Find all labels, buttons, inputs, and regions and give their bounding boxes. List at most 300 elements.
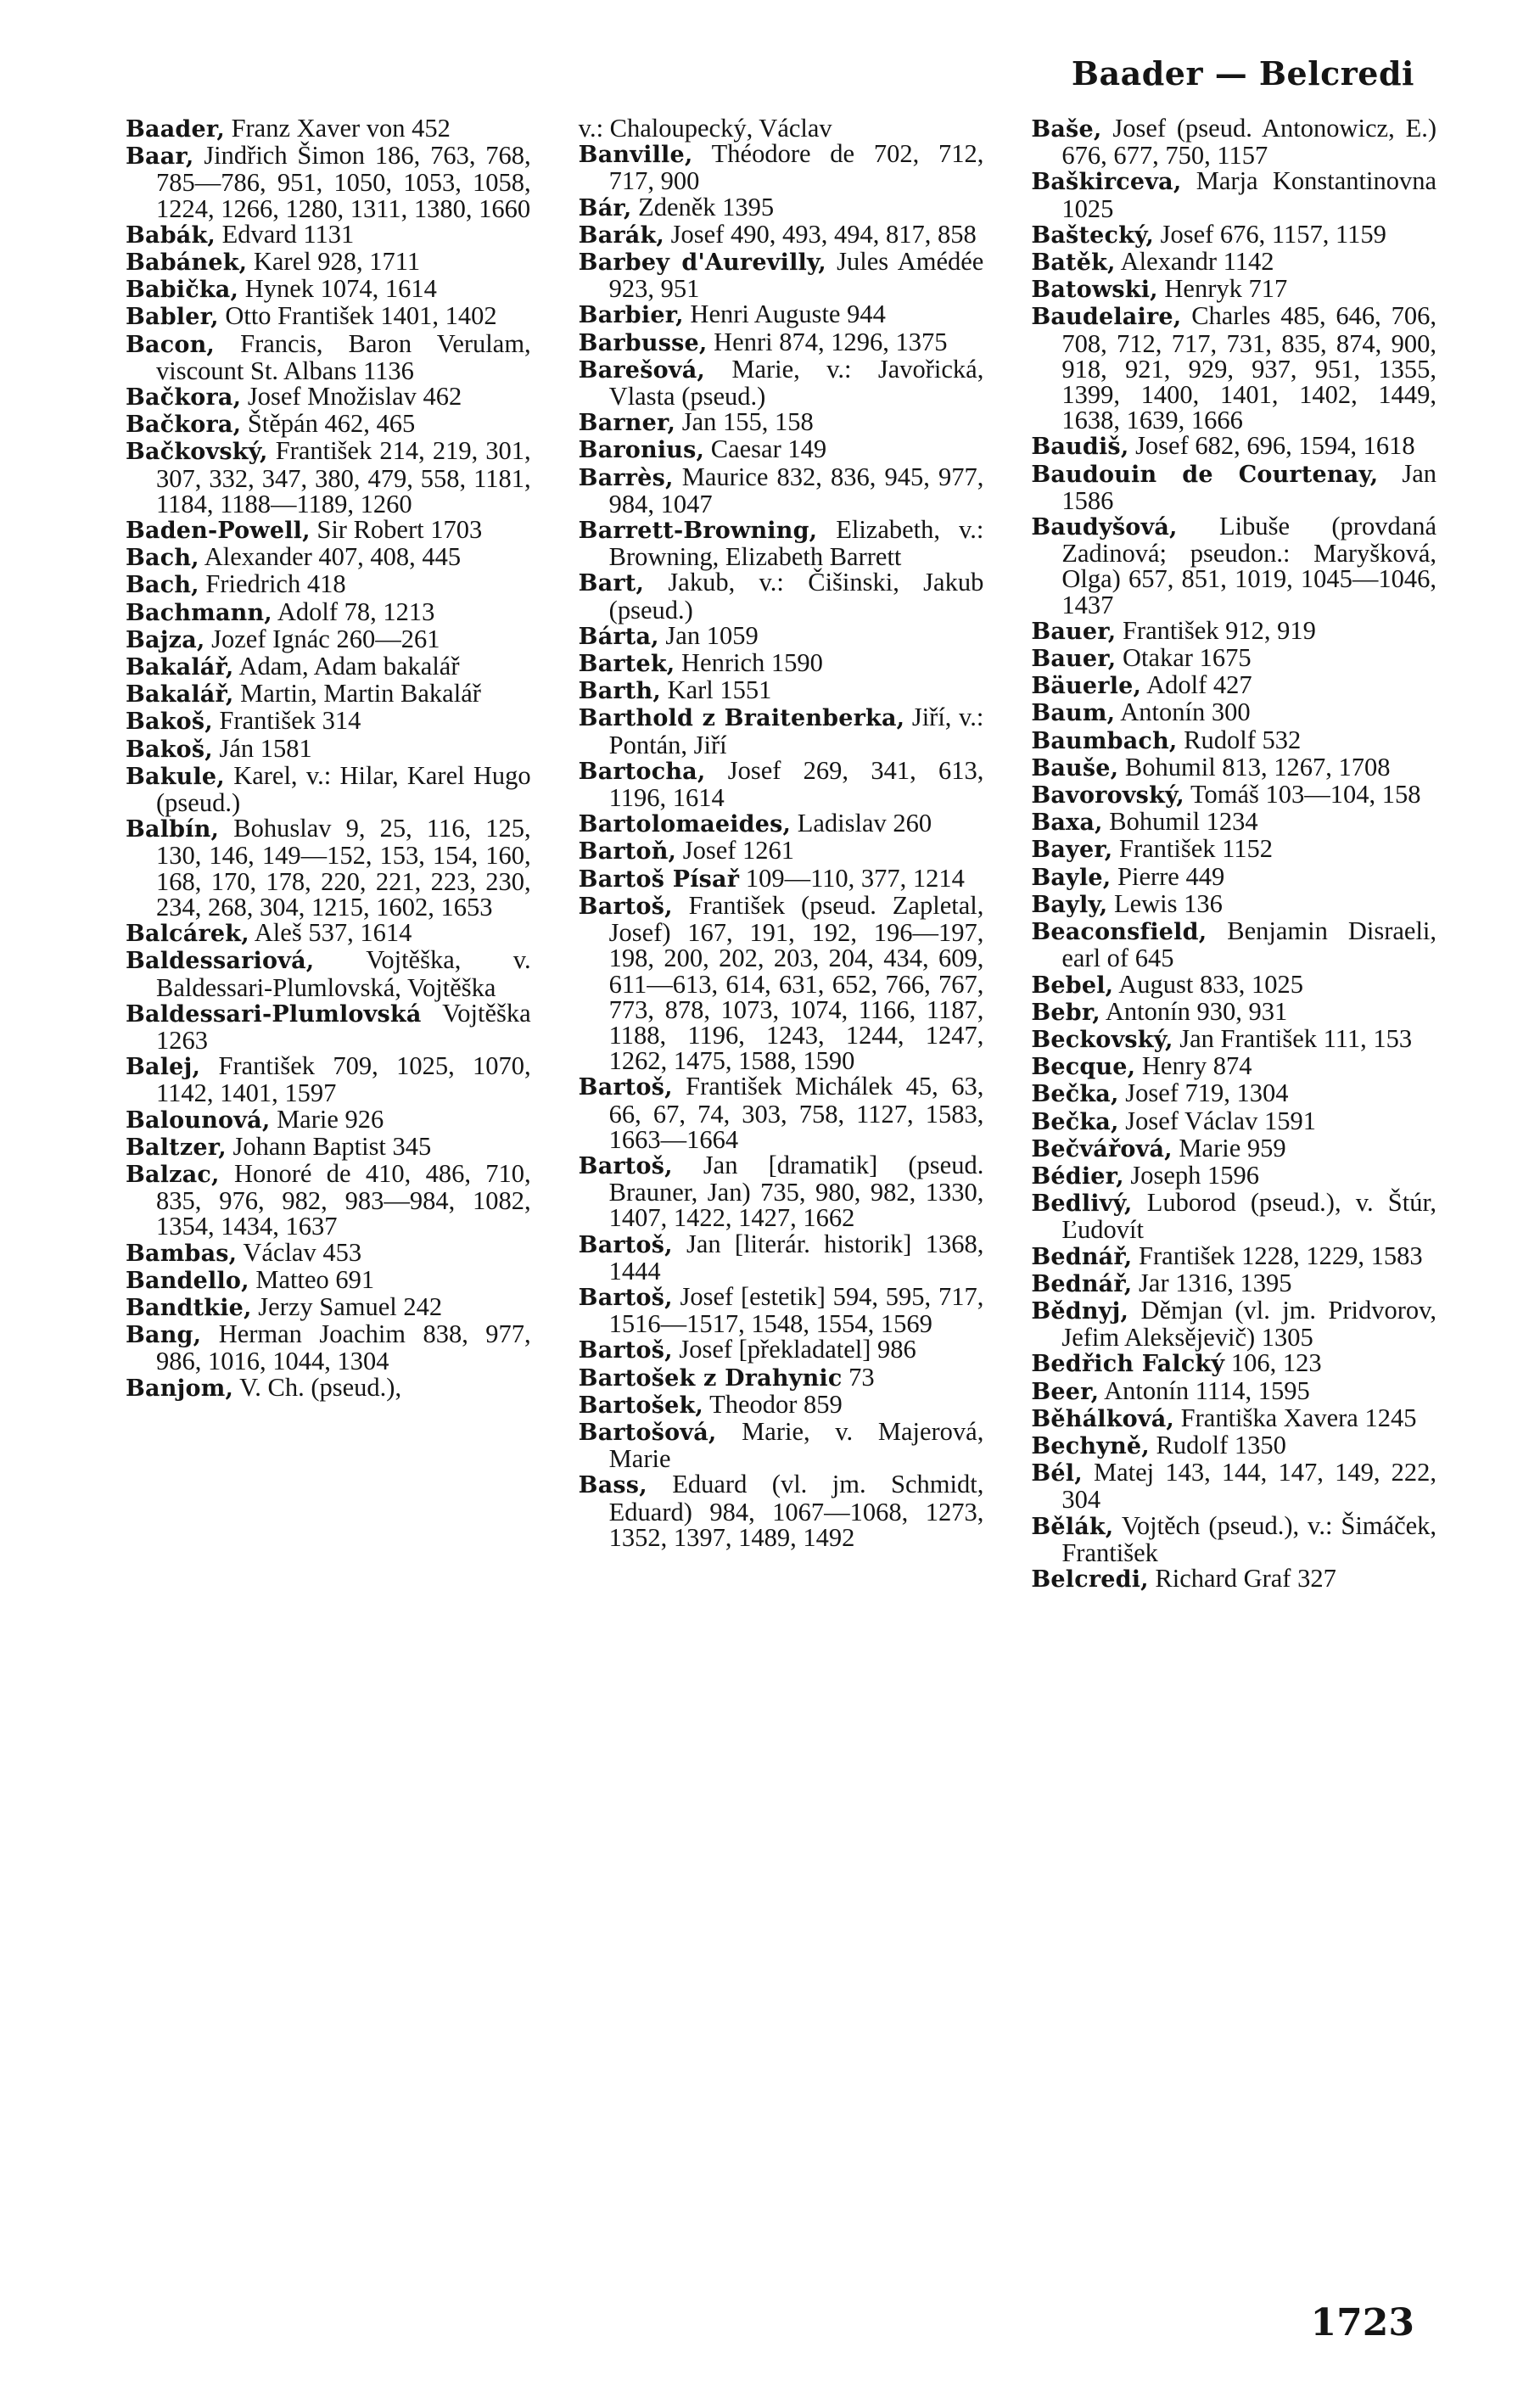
index-column-3 bbox=[1031, 115, 1436, 2288]
index-entry bbox=[126, 1291, 531, 1321]
entry-references: Děmjan (vl. jm. Pridvorov, Jefim Aleksějevič) 1305 bbox=[1061, 1295, 1437, 1353]
entry-headword: Bakoš, bbox=[126, 736, 213, 763]
entry-headword: Bartoš, bbox=[578, 1337, 673, 1364]
index-entry bbox=[126, 517, 531, 544]
index-entry bbox=[579, 301, 984, 328]
entry-references: Josef 682, 696, 1594, 1618 bbox=[1135, 431, 1415, 461]
entry-references: Martin, Martin Bakalář bbox=[240, 679, 481, 709]
entry-headword: Bačkovský, bbox=[126, 439, 268, 466]
entry-references: Josef 676, 1157, 1159 bbox=[1160, 219, 1386, 249]
index-entry bbox=[1031, 888, 1436, 918]
index-entry bbox=[579, 650, 984, 677]
entry-headword: Bečka, bbox=[1031, 1108, 1119, 1135]
entry-headword: Barbier, bbox=[578, 302, 684, 329]
index-entry bbox=[1031, 276, 1436, 303]
index-entry bbox=[1031, 1162, 1436, 1190]
entry-headword: Bedřich Falcký bbox=[1031, 1351, 1225, 1378]
index-entry bbox=[126, 1131, 531, 1161]
index-entry bbox=[1031, 433, 1436, 460]
entry-references: Štěpán 462, 465 bbox=[247, 409, 416, 439]
entry-headword: Bár, bbox=[578, 194, 632, 221]
index-entry bbox=[579, 1231, 984, 1284]
entry-headword: Bečka, bbox=[1031, 1081, 1119, 1108]
entry-references: Josef [estetik] 594, 595, 717, 1516—1517, 1548, 1554, 1569 bbox=[608, 1281, 984, 1339]
entry-headword: Bechyně, bbox=[1031, 1432, 1150, 1459]
running-head: Baader — Belcredi bbox=[1071, 54, 1414, 92]
entry-headword: Bart, bbox=[578, 570, 645, 597]
entry-headword: Bajza, bbox=[126, 626, 205, 653]
entry-references: Aleš 537, 1614 bbox=[254, 918, 412, 948]
entry-references: Luborod (pseud.), v. Štúr, Ľudovít bbox=[1061, 1188, 1437, 1245]
entry-headword: Baštecký, bbox=[1031, 221, 1154, 249]
index-entry bbox=[1031, 918, 1436, 971]
index-entry bbox=[1031, 1375, 1436, 1405]
index-column-2 bbox=[579, 115, 984, 2288]
entry-headword: Běhálková, bbox=[1031, 1405, 1175, 1432]
entry-headword: Bělák, bbox=[1031, 1513, 1114, 1540]
index-entry bbox=[126, 1264, 531, 1294]
entry-headword: Beckovský, bbox=[1031, 1026, 1173, 1053]
entry-references: Adolf 78, 1213 bbox=[277, 597, 435, 626]
entry-headword: Bedlivý, bbox=[1031, 1190, 1133, 1218]
index-entry bbox=[1031, 1270, 1436, 1297]
entry-references: Josef Václav 1591 bbox=[1125, 1106, 1316, 1135]
entry-references: Josef 269, 341, 613, 1196, 1614 bbox=[608, 755, 984, 813]
index-entry bbox=[579, 704, 984, 757]
entry-headword: Bach, bbox=[126, 572, 199, 599]
entry-references: Bohuslav 9, 25, 116, 125, 130, 146, 149—152, 153, 154, 160, 168, 170, 178, 220, 221, 223, 230, 234, 268, 304, 1215, 1602, 1653 bbox=[156, 814, 531, 921]
entry-references: Alexandr 1142 bbox=[1120, 247, 1274, 277]
entry-references: Tomáš 103—104, 158 bbox=[1190, 780, 1421, 809]
entry-headword: Barešová, bbox=[578, 356, 705, 384]
entry-references: Karel 928, 1711 bbox=[253, 247, 421, 277]
entry-headword: Bacon, bbox=[126, 331, 215, 358]
entry-references: August 833, 1025 bbox=[1118, 969, 1303, 999]
entry-references: Karel, v.: Hilar, Karel Hugo (pseud.) bbox=[156, 760, 531, 818]
entry-references: Théodore de 702, 712, 717, 900 bbox=[608, 139, 984, 196]
index-entry bbox=[126, 1158, 531, 1241]
entry-headword: Bebr, bbox=[1031, 999, 1100, 1026]
entry-headword: Bartocha, bbox=[578, 758, 706, 785]
entry-references: Josef (pseud. Antonowicz, E.) 676, 677, 750, 1157 bbox=[1061, 114, 1437, 171]
index-entry bbox=[126, 947, 531, 1000]
index-entry bbox=[126, 653, 531, 681]
entry-headword: Bartošek, bbox=[578, 1392, 703, 1419]
entry-references: Franz Xaver von 452 bbox=[231, 114, 451, 143]
entry-references: V. Ch. (pseud.), bbox=[239, 1372, 402, 1402]
entry-references: 109—110, 377, 1214 bbox=[745, 863, 965, 893]
entry-references: Zdeněk 1395 bbox=[638, 192, 775, 221]
entry-references: Libuše (provdaná Zadinová; pseudon.: Maryšková, Olga) 657, 851, 1019, 1045—1046, 1437 bbox=[1061, 512, 1437, 619]
entry-headword: Barner, bbox=[578, 410, 676, 437]
entry-headword: Bakalář, bbox=[126, 654, 234, 681]
entry-headword: Baronius, bbox=[578, 437, 705, 464]
entry-references: Jan František 111, 153 bbox=[1179, 1023, 1413, 1053]
entry-references: Lewis 136 bbox=[1113, 888, 1223, 918]
index-entry bbox=[578, 1389, 984, 1419]
entry-headword: Bambas, bbox=[126, 1240, 238, 1267]
index-entry bbox=[126, 1237, 531, 1267]
entry-references: Friedrich 418 bbox=[205, 569, 346, 599]
entry-references: František 214, 219, 301, 307, 332, 347, 380, 479, 558, 1181, 1184, 1188—1189, 1260 bbox=[156, 436, 531, 518]
entry-references: Elizabeth, v.: Browning, Elizabeth Barrett bbox=[608, 515, 984, 572]
index-entry bbox=[126, 571, 531, 598]
index-entry bbox=[126, 708, 531, 735]
index-entry bbox=[1031, 1188, 1437, 1245]
index-entry bbox=[579, 1336, 984, 1364]
entry-headword: Beer, bbox=[1031, 1378, 1100, 1405]
index-entry bbox=[1031, 615, 1436, 645]
index-entry bbox=[126, 1372, 531, 1402]
entry-references: Ján 1581 bbox=[219, 733, 312, 763]
index-entry bbox=[579, 221, 984, 249]
entry-references: Herman Joachim 838, 977, 986, 1016, 1044, 1304 bbox=[156, 1319, 531, 1376]
index-entry bbox=[579, 436, 984, 463]
entry-headword: Baudyšová, bbox=[1031, 514, 1178, 541]
entry-references: Jules Amédée 923, 951 bbox=[608, 247, 984, 304]
entry-references: František 314 bbox=[219, 706, 361, 736]
index-entry bbox=[1031, 303, 1436, 433]
index-entry bbox=[578, 568, 984, 625]
entry-headword: Banjom, bbox=[126, 1375, 234, 1402]
entry-headword: Bang, bbox=[126, 1322, 202, 1349]
entry-references: Jan 1586 bbox=[1061, 458, 1437, 515]
index-entry bbox=[1031, 1295, 1437, 1353]
index-entry bbox=[1031, 781, 1436, 809]
entry-references: Vojtěch (pseud.), v.: Šimáček, František bbox=[1061, 1510, 1437, 1567]
index-entry bbox=[579, 865, 984, 893]
entry-references: Jan 155, 158 bbox=[681, 407, 814, 437]
entry-headword: Batowski, bbox=[1031, 277, 1158, 304]
entry-references: Theodor 859 bbox=[709, 1389, 843, 1419]
page-number: 1723 bbox=[1310, 2301, 1414, 2344]
index-entry bbox=[579, 1073, 984, 1152]
entry-headword: Barák, bbox=[578, 221, 665, 249]
index-entry bbox=[126, 681, 531, 708]
index-entry bbox=[1031, 996, 1436, 1026]
entry-headword: Baltzer, bbox=[126, 1134, 227, 1161]
entry-references: Henri Auguste 944 bbox=[690, 300, 886, 329]
index-entry bbox=[1031, 458, 1437, 515]
index-entry bbox=[578, 354, 984, 412]
index-entry bbox=[579, 1152, 984, 1231]
index-entry bbox=[1031, 249, 1436, 276]
index-entry bbox=[1031, 672, 1436, 699]
entry-references: Marja Konstantinovna 1025 bbox=[1061, 166, 1437, 223]
index-entry bbox=[578, 1416, 984, 1474]
entry-headword: Bauše, bbox=[1031, 754, 1119, 781]
index-entry bbox=[579, 464, 984, 517]
index-entry bbox=[126, 626, 531, 653]
entry-headword: Babák, bbox=[126, 221, 216, 249]
entry-references: Matej 143, 144, 147, 149, 222, 304 bbox=[1061, 1458, 1437, 1515]
entry-headword: Barrès, bbox=[578, 464, 674, 491]
entry-references: Jan [literár. historik] 1368, 1444 bbox=[608, 1229, 984, 1286]
index-entry bbox=[1031, 699, 1436, 726]
index-entry bbox=[126, 1000, 531, 1053]
entry-references: Joseph 1596 bbox=[1130, 1160, 1259, 1190]
index-entry bbox=[1031, 861, 1436, 891]
entry-references: František Michálek 45, 63, 66, 67, 74, 303, 758, 1127, 1583, 1663—1664 bbox=[608, 1072, 984, 1154]
index-entry bbox=[579, 115, 984, 141]
entry-references: 106, 123 bbox=[1230, 1348, 1322, 1378]
entry-headword: Barbey d'Aurevilly, bbox=[578, 249, 826, 277]
entry-headword: Bárta, bbox=[578, 623, 659, 650]
entry-references: František 1228, 1229, 1583 bbox=[1139, 1241, 1423, 1270]
entry-references: Henryk 717 bbox=[1164, 274, 1288, 304]
entry-headword: Bayle, bbox=[1031, 864, 1112, 891]
index-entry bbox=[1031, 1458, 1437, 1515]
entry-references: Jan 1059 bbox=[665, 620, 759, 650]
entry-headword: Babánek, bbox=[126, 249, 248, 277]
entry-headword: Bartek, bbox=[578, 651, 675, 678]
entry-headword: Bačkora, bbox=[126, 412, 242, 439]
entry-headword: Barbusse, bbox=[578, 329, 708, 356]
entry-headword: Bakalář, bbox=[126, 681, 234, 709]
entry-references: Henrich 1590 bbox=[681, 648, 823, 678]
index-entry bbox=[1031, 114, 1437, 171]
entry-references: Adolf 427 bbox=[1146, 670, 1252, 700]
entry-references: Václav 453 bbox=[243, 1237, 362, 1267]
entry-headword: Baudelaire, bbox=[1031, 304, 1182, 331]
entry-headword: Bartoň, bbox=[578, 838, 677, 865]
index-entry bbox=[126, 328, 531, 385]
index-entry bbox=[126, 1321, 531, 1374]
entry-references: Jerzy Samuel 242 bbox=[258, 1291, 443, 1321]
entry-headword: Banville, bbox=[578, 142, 693, 169]
index-entry bbox=[579, 810, 984, 837]
entry-headword: Bartolomaeides, bbox=[578, 811, 792, 838]
entry-headword: Bäuerle, bbox=[1031, 673, 1142, 700]
entry-references: Bohumil 1234 bbox=[1109, 807, 1258, 837]
index-entry bbox=[126, 303, 531, 330]
entry-headword: Bartoš, bbox=[578, 1152, 673, 1179]
entry-headword: Baar, bbox=[126, 143, 194, 171]
entry-headword: Bartoš, bbox=[578, 1074, 673, 1101]
index-entry bbox=[126, 276, 531, 303]
entry-references: František 912, 919 bbox=[1122, 615, 1316, 645]
entry-references: Marie, v. Majerová, Marie bbox=[608, 1416, 984, 1474]
entry-headword: Bartoš, bbox=[578, 1284, 673, 1311]
entry-references: v.: Chaloupecký, Václav bbox=[578, 114, 832, 143]
index-entry bbox=[1031, 1350, 1436, 1377]
entry-headword: Bakoš, bbox=[126, 709, 213, 736]
entry-references: Henri 874, 1296, 1375 bbox=[714, 327, 948, 356]
index-entry bbox=[578, 620, 984, 650]
entry-headword: Bartošová, bbox=[578, 1419, 717, 1446]
index-entry bbox=[126, 544, 531, 571]
index-entry bbox=[579, 837, 984, 865]
index-entry bbox=[1031, 969, 1436, 999]
entry-headword: Bachmann, bbox=[126, 599, 272, 626]
entry-references: Otakar 1675 bbox=[1122, 643, 1252, 673]
entry-headword: Bauer, bbox=[1031, 618, 1117, 645]
index-columns bbox=[126, 115, 1436, 2288]
entry-headword: Barthold z Braitenberka, bbox=[578, 705, 905, 732]
entry-headword: Baudiš, bbox=[1031, 434, 1129, 461]
entry-references: František 709, 1025, 1070, 1142, 1401, 1597 bbox=[156, 1051, 531, 1108]
index-entry bbox=[1031, 1510, 1437, 1567]
entry-references: Josef 490, 493, 494, 817, 858 bbox=[670, 219, 977, 249]
entry-headword: Belcredi, bbox=[1031, 1566, 1149, 1593]
index-entry bbox=[578, 755, 984, 813]
entry-headword: Bauer, bbox=[1031, 646, 1117, 673]
entry-references: Vojtěška, v. Baldessari-Plumlovská, Vojtěška bbox=[156, 945, 531, 1002]
index-entry bbox=[1031, 1108, 1436, 1135]
entry-references: Antonín 300 bbox=[1120, 697, 1251, 727]
entry-references: Eduard (vl. jm. Schmidt, Eduard) 984, 1067—1068, 1273, 1352, 1397, 1489, 1492 bbox=[608, 1470, 984, 1552]
entry-references: Benjamin Disraeli, earl of 645 bbox=[1061, 916, 1437, 973]
entry-references: Johann Baptist 345 bbox=[232, 1131, 432, 1161]
entry-headword: Baldessari-Plumlovská bbox=[126, 1000, 422, 1028]
entry-headword: Balounová, bbox=[126, 1106, 271, 1134]
entry-references: František 1152 bbox=[1119, 834, 1274, 864]
index-entry bbox=[578, 515, 984, 572]
entry-references: Josef [překladatel] 986 bbox=[679, 1335, 916, 1364]
entry-references: Františka Xavera 1245 bbox=[1180, 1403, 1417, 1432]
entry-references: Jar 1316, 1395 bbox=[1139, 1268, 1292, 1297]
entry-references: Vojtěška 1263 bbox=[156, 998, 531, 1055]
index-entry bbox=[1031, 168, 1436, 221]
entry-headword: Babler, bbox=[126, 304, 219, 331]
index-entry bbox=[579, 409, 984, 436]
index-entry bbox=[1031, 836, 1436, 863]
entry-headword: Bakule, bbox=[126, 763, 225, 790]
entry-headword: Bednář, bbox=[1031, 1243, 1133, 1270]
entry-references: Josef 719, 1304 bbox=[1125, 1078, 1289, 1108]
entry-headword: Bartoš, bbox=[578, 1231, 673, 1258]
index-entry bbox=[1031, 1563, 1436, 1593]
entry-references: Ladislav 260 bbox=[797, 809, 932, 838]
entry-headword: Barrett-Browning, bbox=[578, 518, 818, 545]
entry-headword: Balzac, bbox=[126, 1161, 220, 1188]
index-entry bbox=[1031, 754, 1436, 781]
index-entry bbox=[126, 920, 531, 947]
entry-headword: Bačkora, bbox=[126, 384, 242, 412]
index-column-1 bbox=[126, 115, 531, 2288]
entry-references: Matteo 691 bbox=[255, 1264, 375, 1294]
index-entry bbox=[126, 384, 531, 411]
entry-references: Antonín 1114, 1595 bbox=[1104, 1375, 1310, 1405]
entry-headword: Barth, bbox=[578, 678, 661, 705]
index-entry bbox=[126, 599, 531, 626]
entry-references: Henry 874 bbox=[1141, 1051, 1252, 1081]
index-entry bbox=[126, 438, 531, 517]
index-entry bbox=[126, 1053, 531, 1106]
entry-references: Adam, Adam bakalář bbox=[238, 652, 460, 681]
entry-headword: Bass, bbox=[578, 1472, 647, 1499]
index-entry bbox=[126, 115, 531, 143]
index-entry bbox=[1031, 1080, 1436, 1107]
index-entry bbox=[1031, 809, 1436, 836]
index-entry bbox=[1031, 1432, 1436, 1459]
entry-references: Josef Množislav 462 bbox=[247, 382, 462, 412]
index-entry bbox=[1031, 221, 1436, 249]
entry-headword: Bednář, bbox=[1031, 1270, 1133, 1297]
entry-references: Richard Graf 327 bbox=[1155, 1563, 1336, 1593]
index-entry bbox=[1031, 1053, 1436, 1080]
entry-headword: Baudouin de Courtenay, bbox=[1031, 461, 1379, 488]
index-entry bbox=[579, 677, 984, 704]
index-entry bbox=[126, 733, 531, 763]
entry-references: Jindřich Šimon 186, 763, 768, 785—786, 951, 1050, 1053, 1058, 1224, 1266, 1280, 1311, 1380, 1660 bbox=[156, 141, 531, 223]
entry-headword: Bayly, bbox=[1031, 891, 1108, 918]
index-entry bbox=[579, 1364, 984, 1392]
index-entry bbox=[578, 139, 984, 196]
entry-references: Rudolf 1350 bbox=[1156, 1430, 1286, 1459]
entry-references: Otto František 1401, 1402 bbox=[225, 301, 497, 331]
entry-references: Marie 959 bbox=[1179, 1133, 1286, 1162]
entry-references: Jakub, v.: Čišinski, Jakub (pseud.) bbox=[608, 568, 984, 625]
index-entry bbox=[126, 760, 531, 818]
entry-references: Josef 1261 bbox=[682, 836, 795, 865]
index-entry bbox=[579, 1471, 984, 1550]
index-entry bbox=[579, 194, 984, 221]
entry-headword: Bayer, bbox=[1031, 837, 1113, 864]
entry-headword: Bědnyj, bbox=[1031, 1297, 1129, 1325]
entry-references: Caesar 149 bbox=[710, 434, 827, 464]
entry-references: Charles 485, 646, 706, 708, 712, 717, 731, 835, 874, 900, 918, 921, 929, 937, 951, 1355, 1399, 1400, 1401, 1402, 1449, 1638, 1639, 1666 bbox=[1061, 301, 1437, 435]
entry-headword: Bach, bbox=[126, 545, 199, 572]
entry-headword: Baader, bbox=[126, 116, 225, 143]
index-entry bbox=[578, 890, 984, 1076]
index-entry bbox=[126, 249, 531, 276]
index-entry bbox=[126, 221, 531, 249]
index-entry bbox=[578, 247, 984, 304]
entry-references: Jozef Ignác 260—261 bbox=[211, 624, 440, 653]
entry-references: Maurice 832, 836, 945, 977, 984, 1047 bbox=[608, 462, 984, 518]
entry-headword: Baum, bbox=[1031, 700, 1116, 727]
entry-references: Alexander 407, 408, 445 bbox=[204, 542, 462, 572]
entry-references: Rudolf 532 bbox=[1184, 725, 1302, 754]
index-entry bbox=[1031, 513, 1436, 618]
entry-headword: Balej, bbox=[126, 1054, 201, 1081]
entry-references: Jan [dramatik] (pseud. Brauner, Jan) 735, 980, 982, 1330, 1407, 1422, 1427, 1662 bbox=[608, 1150, 984, 1233]
entry-headword: Baden-Powell, bbox=[126, 518, 311, 545]
index-entry bbox=[126, 143, 531, 221]
entry-headword: Bandtkie, bbox=[126, 1294, 252, 1321]
entry-references: Antonín 930, 931 bbox=[1105, 996, 1288, 1026]
entry-headword: Bél, bbox=[1031, 1460, 1083, 1487]
entry-headword: Balbín, bbox=[126, 816, 220, 843]
entry-headword: Baše, bbox=[1031, 116, 1102, 143]
entry-headword: Bartošek z Drahynic bbox=[578, 1364, 843, 1392]
entry-references: Marie 926 bbox=[277, 1104, 384, 1134]
entry-references: Jiří, v.: Pontán, Jiří bbox=[608, 703, 984, 759]
entry-references: Honoré de 410, 486, 710, 835, 976, 982, 983—984, 1082, 1354, 1434, 1637 bbox=[156, 1158, 531, 1241]
entry-references: Karl 1551 bbox=[667, 675, 772, 705]
entry-headword: Baldessariová, bbox=[126, 948, 315, 975]
entry-headword: Batěk, bbox=[1031, 249, 1116, 277]
index-entry bbox=[1031, 1023, 1436, 1053]
index-entry bbox=[126, 411, 531, 438]
entry-references: Sir Robert 1703 bbox=[316, 515, 483, 545]
index-entry bbox=[1031, 645, 1436, 672]
entry-references: 73 bbox=[848, 1362, 875, 1392]
entry-headword: Babička, bbox=[126, 277, 239, 304]
index-entry bbox=[1031, 727, 1436, 754]
index-entry bbox=[1031, 1243, 1436, 1270]
index-entry bbox=[126, 1106, 531, 1134]
entry-references: Francis, Baron Verulam, viscount St. Albans 1136 bbox=[156, 328, 531, 385]
entry-references: František (pseud. Zapletal, Josef) 167, 191, 192, 196—197, 198, 200, 202, 203, 204, 434, 609, 611—613, 614, 631, 652, 766, 767, 773, 878, 1073, 1074, 1166, 1187, 1188, 1196, 1243, 1244, 1247, 1262, 1475, 1588, 1590 bbox=[608, 890, 984, 1076]
entry-headword: Balcárek, bbox=[126, 921, 249, 948]
entry-references: Marie, v.: Javořická, Vlasta (pseud.) bbox=[608, 354, 984, 412]
index-entry bbox=[579, 329, 984, 356]
entry-headword: Baumbach, bbox=[1031, 727, 1178, 754]
entry-references: Edvard 1131 bbox=[221, 219, 355, 249]
entry-headword: Bédier, bbox=[1031, 1162, 1124, 1190]
